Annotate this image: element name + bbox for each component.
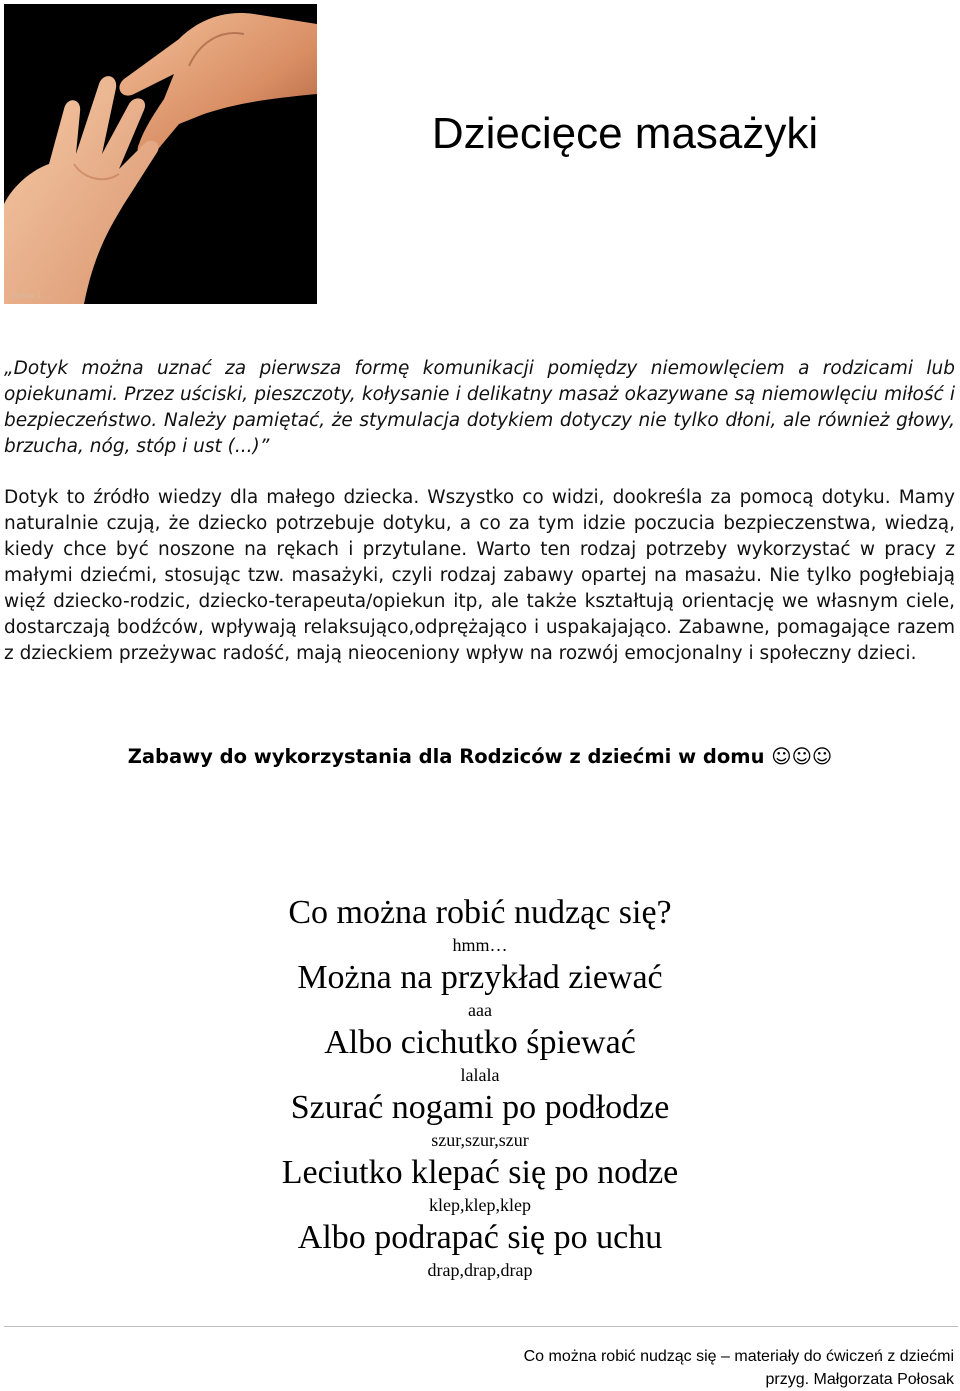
footer-line-author: przyg. Małgorzata Połosak — [765, 1371, 954, 1388]
poem-sound: szur,szur,szur — [431, 1130, 529, 1150]
hands-photo — [4, 4, 317, 304]
quote-paragraph: „Dotyk można uznać za pierwsza formę komunikacji pomiędzy niemowlęciem a rodzicami lub opiekunami. Przez uściski, pieszczoty, kołysanie i delikatny masaż okazywane są niemowlęciu miłość i bezpieczeństwo. Należy pamiętać, że stymulacja dotykiem dotyczy nie tylko dłoni, ale również głowy, brzucha, nóg, stóp i ust (...)” — [4, 358, 955, 457]
poem-sound: aaa — [468, 1000, 492, 1020]
intro-paragraph: Dotyk to źródło wiedzy dla małego dziecka. Wszystko co widzi, dookreśla za pomocą dotyku. Mamy naturalnie czują, że dziecko potrzebuje dotyku, a co za tym idzie poczucia bezpieczenstwa, wiedzą, kiedy chce być noszone na rękach i przytulane. Warto ten rodzaj potrzeby wykorzystać w pracy z małymi dziećmi, stosując tzw. masażyki, czyli rodzaj zabawy opartej na masażu. Nie tylko pogłebiają więź dziecko-rodzic, dziecko-terapeuta/opiekun itp, ale także kształtują orientację we własnym ciele, dostarczają bodźców, wpływają relaksująco,odprężająco i uspakajająco. Zabawne, pomagające razem z dzieckiem przeżywac radość, mają nieoceniony wpływ na rozwój emocjonalny i społeczny dzieci. — [4, 487, 955, 664]
poem-line: Albo cichutko śpiewać — [324, 1024, 636, 1061]
poem-line: Można na przykład ziewać — [297, 959, 663, 996]
poem-sound: drap,drap,drap — [427, 1260, 533, 1280]
poem-line: Szurać nogami po podłodze — [290, 1089, 670, 1126]
poem-sound: lalala — [460, 1065, 500, 1085]
footer — [524, 1345, 954, 1391]
photo-watermark: www.1... — [12, 291, 51, 301]
games-heading: Zabawy do wykorzystania dla Rodziców z dziećmi w domu ☺☺☺ — [127, 745, 833, 768]
poem-line: Leciutko klepać się po nodze — [281, 1154, 679, 1191]
poem-line: Co można robić nudząc się? — [288, 894, 672, 931]
poem — [0, 892, 960, 1282]
page-title: Dziecięce masażyki — [431, 109, 819, 158]
poem-line: Albo podrapać się po uchu — [297, 1219, 663, 1256]
poem-sound: hmm… — [452, 935, 508, 955]
footer-divider — [4, 1326, 958, 1327]
poem-sound: klep,klep,klep — [429, 1195, 531, 1215]
footer-line-materials: Co można robić nudząc się – materiały do ćwiczeń z dziećmi — [523, 1348, 954, 1365]
hands-illustration — [4, 4, 317, 304]
